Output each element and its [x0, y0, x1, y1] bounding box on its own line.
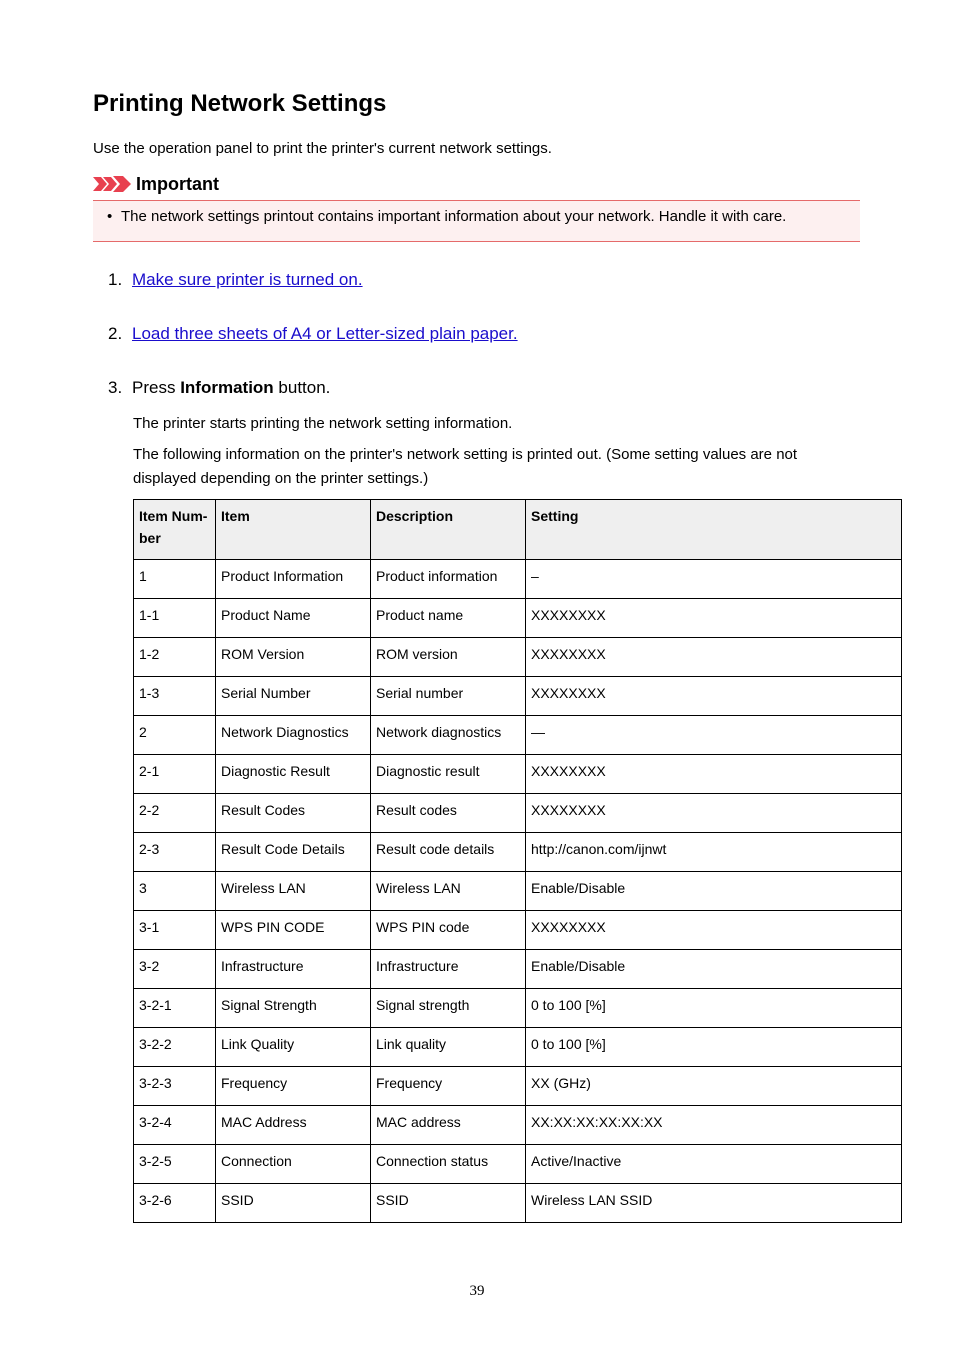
cell-item: Wireless LAN	[216, 872, 371, 911]
cell-description: Product name	[371, 599, 526, 638]
cell-item: Signal Strength	[216, 989, 371, 1028]
step-number: 3.	[108, 378, 123, 397]
cell-item: SSID	[216, 1184, 371, 1223]
cell-setting: –	[526, 560, 902, 599]
turn-on-printer-link[interactable]: Make sure printer is turned on.	[132, 270, 363, 289]
cell-description: Infrastructure	[371, 950, 526, 989]
table-row	[134, 1184, 902, 1223]
cell-setting: XXXXXXXX	[526, 794, 902, 833]
important-label: Important	[136, 174, 219, 194]
cell-setting: XXXXXXXX	[526, 638, 902, 677]
cell-item-number: 2-2	[134, 794, 216, 833]
table-row	[134, 950, 902, 989]
cell-item: Result Codes	[216, 794, 371, 833]
step-text-suffix: button.	[273, 378, 331, 397]
table-row	[134, 1028, 902, 1067]
table-row	[134, 677, 902, 716]
table-row	[134, 1106, 902, 1145]
cell-description: Product information	[371, 560, 526, 599]
cell-setting: —	[526, 716, 902, 755]
cell-description: Frequency	[371, 1067, 526, 1106]
column-header-item: Item	[216, 500, 371, 560]
cell-item: ROM Version	[216, 638, 371, 677]
cell-item: Result Code Details	[216, 833, 371, 872]
cell-description: ROM version	[371, 638, 526, 677]
cell-item-number: 3	[134, 872, 216, 911]
table-row	[134, 638, 902, 677]
step-2	[108, 323, 518, 345]
cell-item: Frequency	[216, 1067, 371, 1106]
load-paper-link[interactable]: Load three sheets of A4 or Letter-sized plain paper.	[132, 324, 518, 343]
cell-item: Connection	[216, 1145, 371, 1184]
cell-item-number: 3-2-4	[134, 1106, 216, 1145]
cell-item-number: 3-1	[134, 911, 216, 950]
table-row	[134, 833, 902, 872]
table-row	[134, 794, 902, 833]
cell-item: Diagnostic Result	[216, 755, 371, 794]
table-row	[134, 599, 902, 638]
page-number: 39	[469, 1283, 485, 1299]
cell-item-number: 2-1	[134, 755, 216, 794]
table-row	[134, 989, 902, 1028]
cell-setting: Active/Inactive	[526, 1145, 902, 1184]
important-arrow-icon	[93, 174, 131, 194]
table-body	[134, 560, 902, 1223]
cell-item: WPS PIN CODE	[216, 911, 371, 950]
bullet-marker: •	[107, 208, 113, 225]
important-box	[93, 200, 860, 242]
important-header	[93, 172, 219, 196]
table-row	[134, 755, 902, 794]
column-header-item-number: Item Num-ber	[134, 500, 216, 560]
step-number: 1.	[108, 270, 123, 289]
step-3	[108, 377, 330, 399]
cell-setting: XX (GHz)	[526, 1067, 902, 1106]
cell-description: SSID	[371, 1184, 526, 1223]
cell-item-number: 1-3	[134, 677, 216, 716]
cell-description: Result codes	[371, 794, 526, 833]
cell-description: Diagnostic result	[371, 755, 526, 794]
cell-item-number: 2	[134, 716, 216, 755]
cell-item: Product Information	[216, 560, 371, 599]
cell-item-number: 3-2-5	[134, 1145, 216, 1184]
cell-item: Network Diagnostics	[216, 716, 371, 755]
cell-description: Link quality	[371, 1028, 526, 1067]
intro-text: Use the operation panel to print the printer's current network settings.	[93, 140, 552, 157]
cell-description: Network diagnostics	[371, 716, 526, 755]
step3-detail-1: The printer starts printing the network setting information.	[133, 415, 513, 432]
important-item-text: The network settings printout contains important information about your network. Handle it with care.	[121, 208, 787, 225]
cell-setting: Enable/Disable	[526, 950, 902, 989]
cell-setting: 0 to 100 [%]	[526, 1028, 902, 1067]
cell-item-number: 3-2	[134, 950, 216, 989]
page-title: Printing Network Settings	[93, 90, 387, 117]
table-header-row	[134, 500, 902, 560]
cell-setting: http://canon.com/ijnwt	[526, 833, 902, 872]
table-row	[134, 872, 902, 911]
step3-detail-2: The following information on the printer's network setting is printed out. (Some setting values are not displayed depending on the printer settings.)	[133, 446, 798, 487]
cell-description: Signal strength	[371, 989, 526, 1028]
cell-setting: XXXXXXXX	[526, 911, 902, 950]
step-text-prefix: Press	[132, 378, 181, 397]
cell-description: Connection status	[371, 1145, 526, 1184]
column-header-setting: Setting	[526, 500, 902, 560]
cell-setting: 0 to 100 [%]	[526, 989, 902, 1028]
cell-description: Result code details	[371, 833, 526, 872]
cell-item-number: 1-2	[134, 638, 216, 677]
important-item	[107, 207, 786, 227]
table-row	[134, 1067, 902, 1106]
table-row	[134, 560, 902, 599]
cell-description: Serial number	[371, 677, 526, 716]
cell-setting: Enable/Disable	[526, 872, 902, 911]
cell-item: Serial Number	[216, 677, 371, 716]
cell-item-number: 1	[134, 560, 216, 599]
cell-item-number: 3-2-1	[134, 989, 216, 1028]
cell-item: MAC Address	[216, 1106, 371, 1145]
cell-setting: XX:XX:XX:XX:XX:XX	[526, 1106, 902, 1145]
table-row	[134, 911, 902, 950]
cell-setting: XXXXXXXX	[526, 755, 902, 794]
table-row	[134, 1145, 902, 1184]
cell-item-number: 3-2-2	[134, 1028, 216, 1067]
information-button-name: Information	[180, 378, 274, 397]
cell-item-number: 1-1	[134, 599, 216, 638]
column-header-description: Description	[371, 500, 526, 560]
cell-description: WPS PIN code	[371, 911, 526, 950]
step-1	[108, 269, 363, 291]
cell-item-number: 2-3	[134, 833, 216, 872]
table-row	[134, 716, 902, 755]
cell-item-number: 3-2-6	[134, 1184, 216, 1223]
cell-description: Wireless LAN	[371, 872, 526, 911]
network-settings-table	[133, 499, 902, 1223]
cell-item-number: 3-2-3	[134, 1067, 216, 1106]
cell-item: Infrastructure	[216, 950, 371, 989]
cell-item: Link Quality	[216, 1028, 371, 1067]
cell-setting: XXXXXXXX	[526, 599, 902, 638]
cell-setting: Wireless LAN SSID	[526, 1184, 902, 1223]
cell-setting: XXXXXXXX	[526, 677, 902, 716]
step-number: 2.	[108, 324, 123, 343]
cell-description: MAC address	[371, 1106, 526, 1145]
cell-item: Product Name	[216, 599, 371, 638]
